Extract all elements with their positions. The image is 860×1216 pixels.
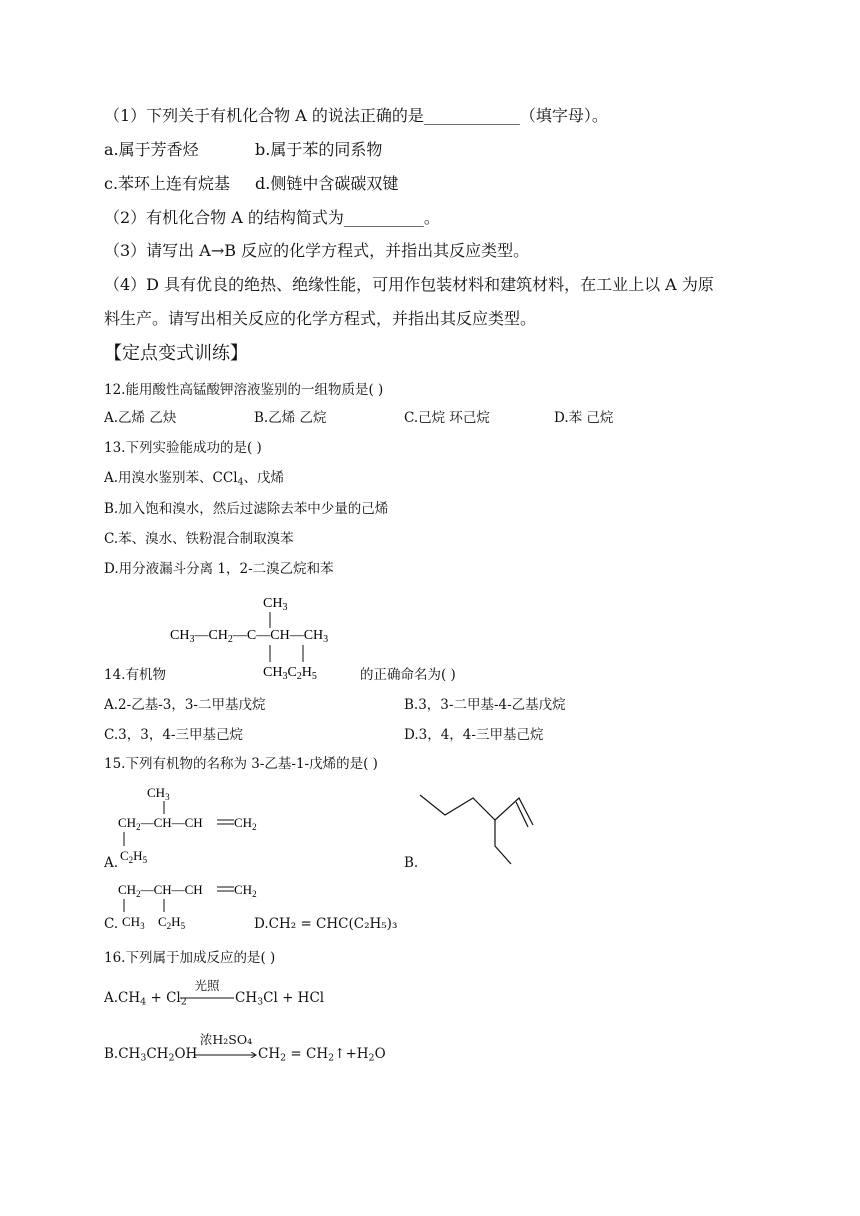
q15-option-d: D.CH₂ = CHC(C₂H₅)₃ bbox=[254, 916, 398, 932]
q16-a-products: $CH_3Cl$ + HCl bbox=[235, 990, 325, 1008]
question-14-suffix: 的正确命名为( ) bbox=[360, 667, 456, 683]
q16-b-condition: 浓H₂SO₄ bbox=[199, 1032, 253, 1047]
svg-text:CH3: $CH_3$ bbox=[147, 785, 170, 802]
svg-text:C2H5: $C_2H_5$ bbox=[120, 848, 148, 865]
q16-a-arrow bbox=[180, 996, 234, 1000]
q15-structure-c bbox=[112, 876, 262, 931]
question-14-option-a: A.2-乙基-3，3-二甲基戊烷 bbox=[104, 697, 266, 713]
question-14-option-b: B.3，3-二甲基-4-乙基戊烷 bbox=[404, 697, 566, 713]
question-12-option-a: A.乙烯 乙炔 bbox=[104, 410, 177, 426]
question-3: （3）请写出 A→B 反应的化学方程式，并指出其反应类型。 bbox=[104, 241, 530, 260]
q16-a-condition: 光照 bbox=[194, 978, 220, 993]
svg-text:CH3: $CH_3$ bbox=[122, 914, 145, 931]
question-13-option-b: B.加入饱和溴水，然后过滤除去苯中少量的己烯 bbox=[104, 501, 389, 517]
question-14-option-d: D.3，4，4-三甲基己烷 bbox=[404, 727, 544, 743]
q16-option-a: $A.CH_4 + Cl_2$ bbox=[104, 990, 187, 1008]
svg-text:CH2: $CH_2$ bbox=[234, 815, 257, 832]
section-title: 【定点变式训练】 bbox=[104, 343, 248, 364]
question-12-option-d: D.苯 己烷 bbox=[554, 410, 614, 426]
question-12-stem: 12.能用酸性高锰酸钾溶液鉴别的一组物质是( ) bbox=[104, 382, 384, 398]
question-12-option-c: C.己烷 环己烷 bbox=[404, 410, 490, 426]
option-b: b.属于苯的同系物 bbox=[255, 140, 383, 159]
question-14-option-c: C.3，3，4-三甲基己烷 bbox=[104, 727, 243, 743]
q15-label-c: C. bbox=[104, 916, 119, 932]
question-14-prefix: 14.有机物 bbox=[104, 667, 166, 683]
question-13-option-d: D.用分液漏斗分离 1，2-二溴乙烷和苯 bbox=[104, 561, 334, 577]
question-16-stem: 16.下列属于加成反应的是( ) bbox=[104, 950, 276, 966]
svg-text:CH2—CH—CH: $CH_2—CH—CH$ bbox=[118, 815, 203, 832]
option-c: c.苯环上连有烷基 bbox=[104, 174, 231, 193]
q15-structure-a bbox=[112, 782, 282, 867]
q15-structure-b bbox=[415, 790, 545, 870]
svg-text:CH2: $CH_2$ bbox=[234, 882, 257, 899]
q14-structural-formula bbox=[160, 590, 370, 685]
q15-label-b: B. bbox=[404, 855, 419, 871]
svg-text:CH2—CH—CH: $CH_2—CH—CH$ bbox=[118, 882, 203, 899]
option-d: d.侧链中含碳碳双键 bbox=[255, 174, 399, 193]
question-4-line-1: （4）D 具有优良的绝热、绝缘性能，可用作包装材料和建筑材料，在工业上以 A 为原 bbox=[104, 275, 714, 294]
q16-b-arrow bbox=[194, 1052, 258, 1058]
svg-text:C2H5: $C_2H_5$ bbox=[158, 914, 186, 931]
question-12-option-b: B.乙烯 乙烷 bbox=[254, 410, 327, 426]
q16-option-b: $B.CH_3CH_2OH$ bbox=[104, 1046, 198, 1064]
question-13-option-a: A.用溴水鉴别苯、CCl$_4$、戊烯 bbox=[104, 470, 285, 488]
q16-b-products: $CH_2$ = $CH_2↑+H_2O$ bbox=[258, 1046, 386, 1064]
question-1: （1）下列关于有机化合物 A 的说法正确的是____________（填字母）。 bbox=[104, 106, 608, 125]
option-a: a.属于芳香烃 bbox=[104, 140, 199, 159]
question-13-stem: 13.下列实验能成功的是( ) bbox=[104, 440, 262, 456]
question-4-line-2: 料生产。请写出相关反应的化学方程式，并指出其反应类型。 bbox=[104, 309, 537, 328]
q14-bottom-groups: $CH_3C_2H_5$ bbox=[263, 665, 317, 682]
q15-label-a: A. bbox=[104, 855, 119, 871]
question-2: （2）有机化合物 A 的结构简式为__________。 bbox=[104, 208, 440, 227]
q14-main-chain: $CH_3—CH_2—C—CH—CH_3$ bbox=[170, 628, 329, 645]
q14-top-group: $CH_3$ bbox=[263, 596, 288, 613]
question-15-stem: 15.下列有机物的名称为 3-乙基-1-戊烯的是( ) bbox=[104, 756, 378, 772]
question-13-option-c: C.苯、溴水、铁粉混合制取溴苯 bbox=[104, 531, 294, 547]
